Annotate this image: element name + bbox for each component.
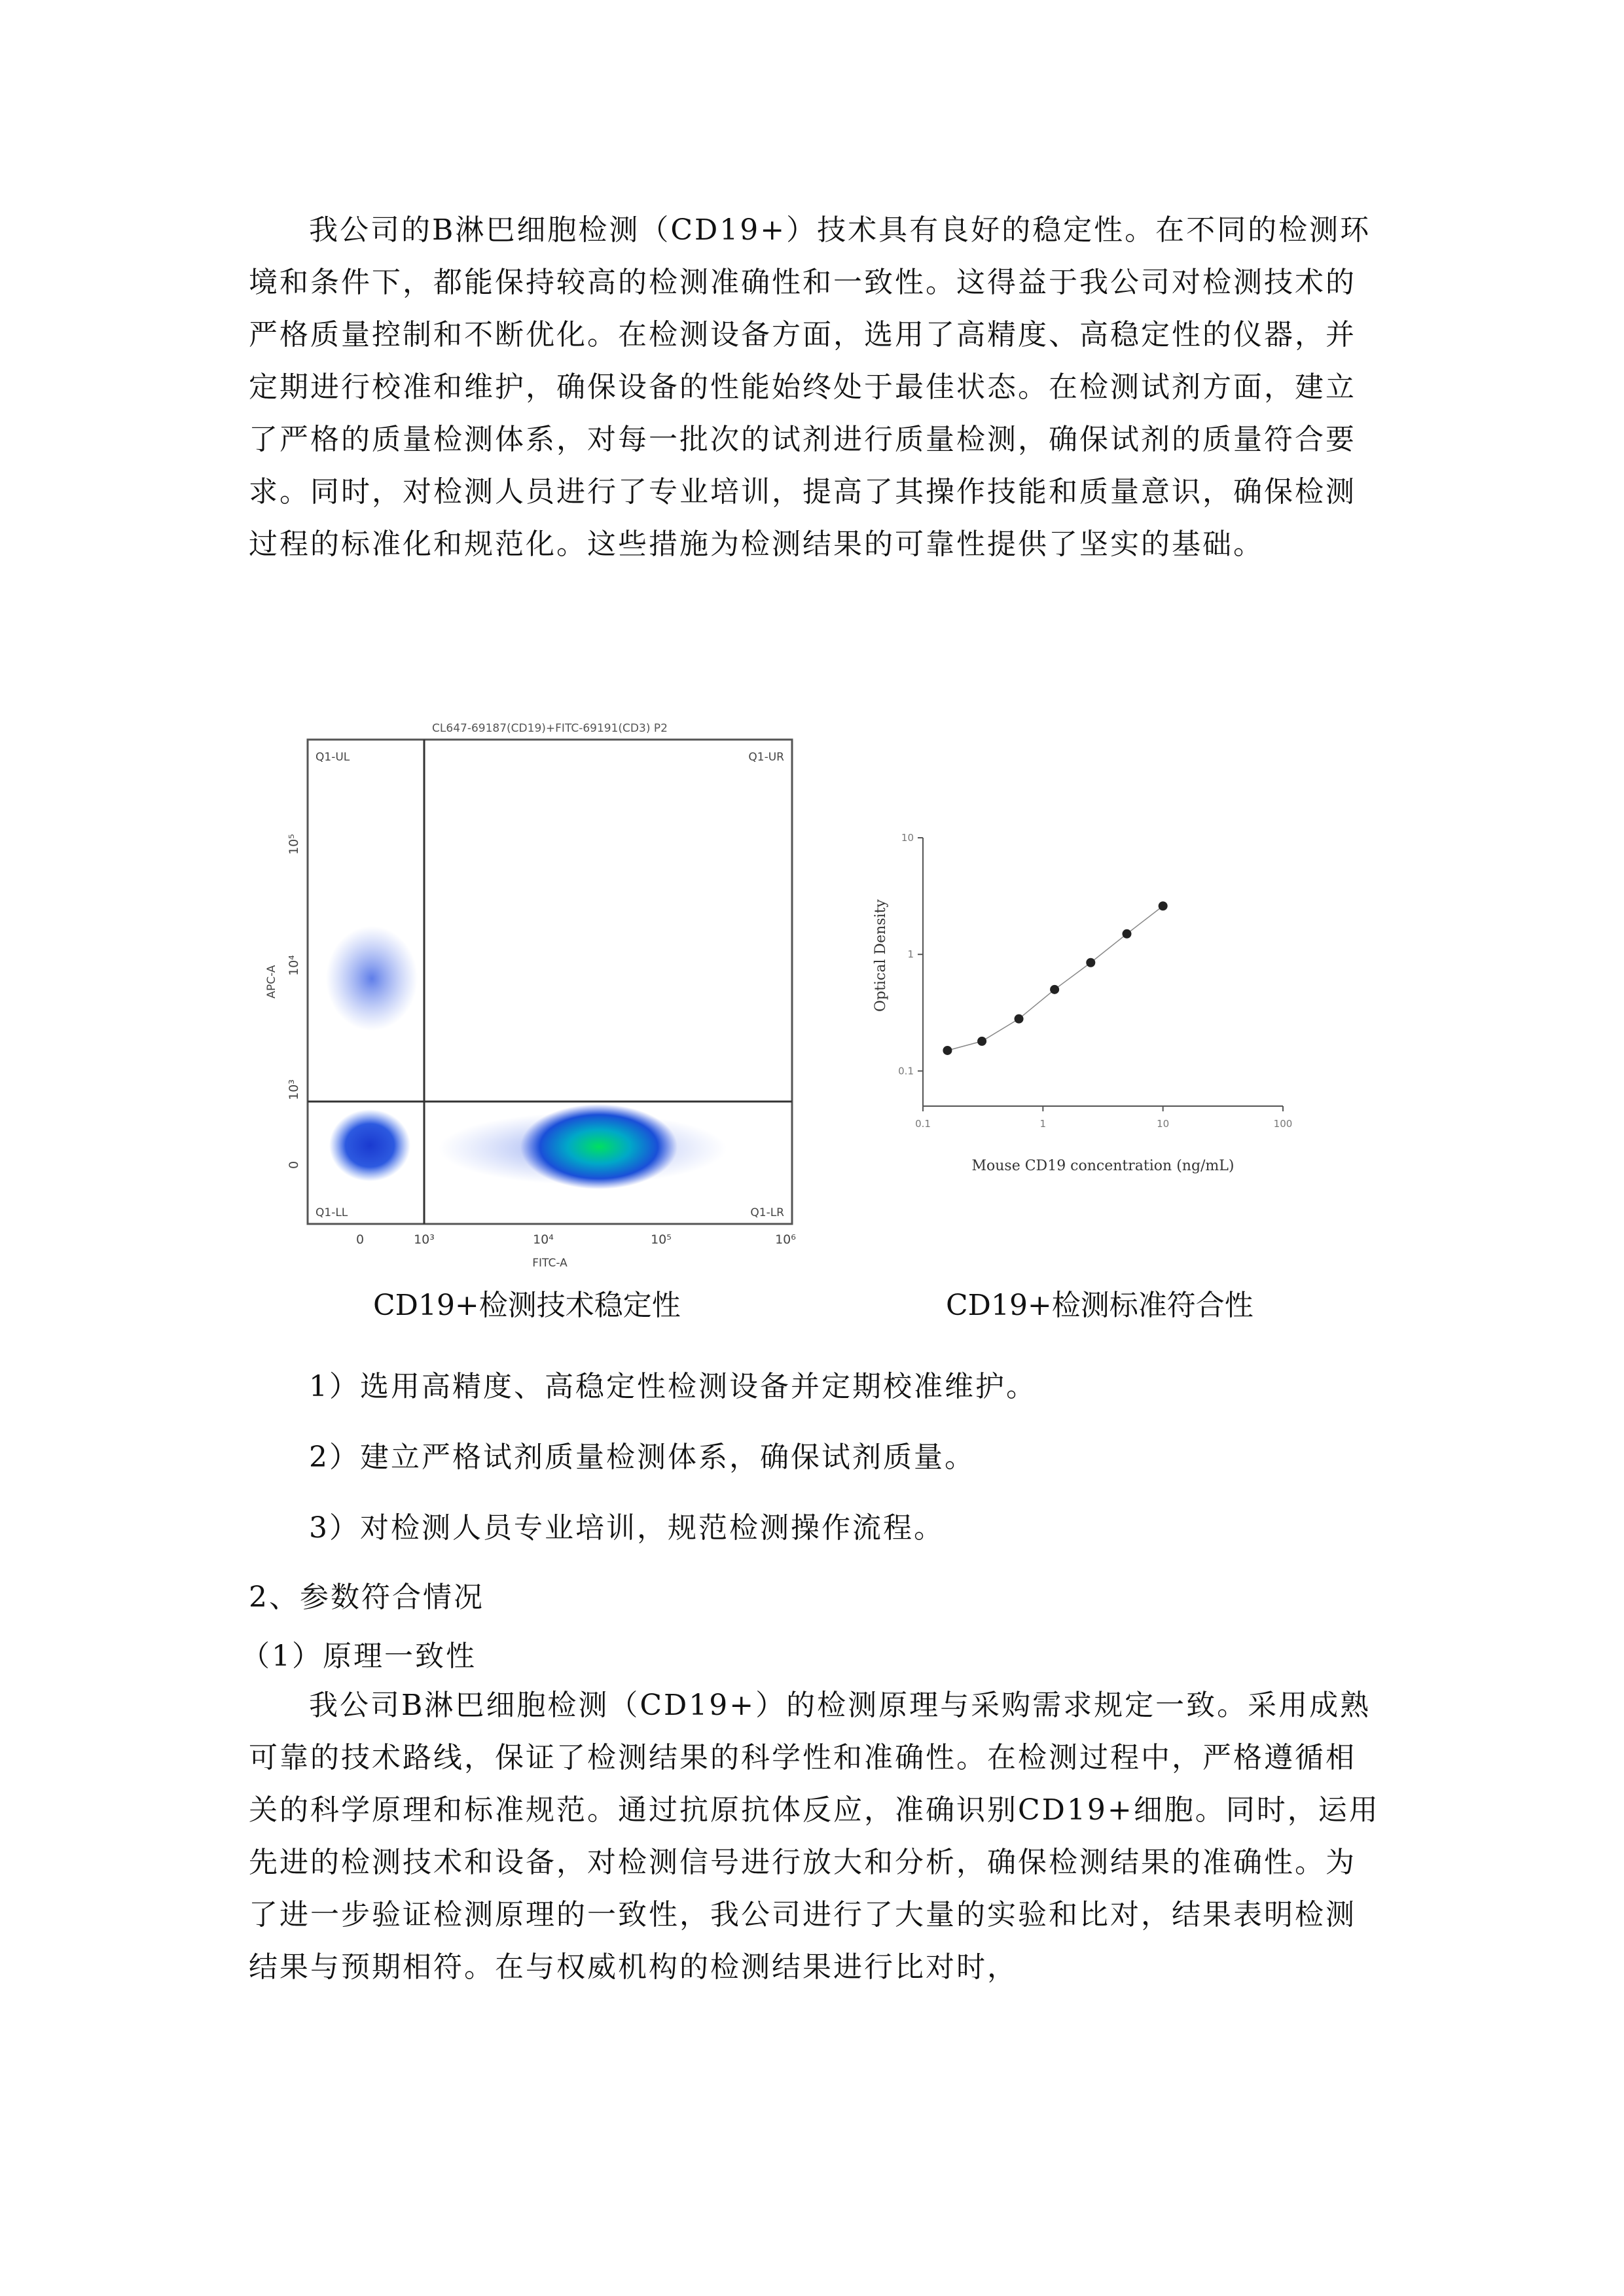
chart-x-tick-label: 1 <box>1039 1118 1047 1130</box>
x-tick: 0 <box>355 1232 365 1247</box>
chart-x-tick-label: 100 <box>1273 1118 1293 1130</box>
chart-y-tick-label: 0.1 <box>898 1065 914 1077</box>
chart-x-axis-label: Mouse CD19 concentration (ng/mL) <box>971 1158 1235 1174</box>
population-ll <box>329 1109 410 1181</box>
chart-y-tick-label: 10 <box>901 832 914 844</box>
section-heading: 2、参数符合情况 <box>249 1581 484 1614</box>
chart-y-tick-label: 1 <box>907 948 914 961</box>
population-lr <box>520 1104 677 1189</box>
chart-series-line <box>947 906 1163 1050</box>
subsection-heading: （1）原理一致性 <box>241 1640 477 1673</box>
x-tick: 10⁶ <box>775 1232 796 1247</box>
quadrant-label-lr: Q1-LR <box>750 1206 784 1219</box>
chart-data-point <box>943 1046 952 1055</box>
intro-paragraph <box>249 204 1381 571</box>
principle-paragraph-text: 我公司B淋巴细胞检测（CD19+）的检测原理与采购需求规定一致。采用成熟可靠的技术路线，保证了检测结果的科学性和准确性。在检测过程中，严格遵循相关的科学原理和标准规范。通过抗原抗体反应，准确识别CD19+细胞。同时，运用先进的检测技术和设备，对检测信号进行放大和分析，确保检测结果的准确性。为了进一步验证检测原理的一致性，我公司进行了大量的实验和比对，结果表明检测结果与预期相符。在与权威机构的检测结果进行比对时， <box>249 1689 1380 1984</box>
quadrant-label-ul: Q1-UL <box>316 751 350 764</box>
y-tick: 10⁴ <box>287 955 301 976</box>
principle-paragraph <box>249 1679 1381 1994</box>
y-axis-label: APC-A <box>265 965 278 999</box>
chart-data-point <box>977 1037 986 1046</box>
x-axis-label: FITC-A <box>532 1257 568 1270</box>
chart-data-point <box>1086 958 1095 967</box>
chart-data-point <box>1159 901 1168 910</box>
chart-data-point <box>1050 985 1059 994</box>
list-item: 1）选用高精度、高稳定性检测设备并定期校准维护。 <box>309 1370 1037 1403</box>
flow-cytometry-plot <box>255 713 812 1283</box>
quadrant-label-ur: Q1-UR <box>748 751 784 764</box>
chart-x-tick-label: 0.1 <box>915 1118 931 1130</box>
x-tick: 10³ <box>414 1232 435 1247</box>
standard-curve-chart <box>857 825 1329 1191</box>
x-tick: 10⁴ <box>533 1232 554 1247</box>
figure-right-caption: CD19+检测标准符合性 <box>946 1289 1254 1322</box>
chart-x-tick-label: 10 <box>1157 1118 1170 1130</box>
chart-data-point <box>1015 1014 1024 1024</box>
quadrant-label-ll: Q1-LL <box>316 1206 348 1219</box>
plot-title: CL647-69187(CD19)+FITC-69191(CD3) P2 <box>432 722 668 735</box>
intro-paragraph-text: 我公司的B淋巴细胞检测（CD19+）技术具有良好的稳定性。在不同的检测环境和条件下，都能保持较高的检测准确性和一致性。这得益于我公司对检测技术的严格质量控制和不断优化。在检测设备方面，选用了高精度、高稳定性的仪器，并定期进行校准和维护，确保设备的性能始终处于最佳状态。在检测试剂方面，建立了严格的质量检测体系，对每一批次的试剂进行质量检测，确保试剂的质量符合要求。同时，对检测人员进行了专业培训，提高了其操作技能和质量意识，确保检测过程的标准化和规范化。这些措施为检测结果的可靠性提供了坚实的基础。 <box>249 213 1371 561</box>
list-item: 3）对检测人员专业培训，规范检测操作流程。 <box>309 1511 945 1545</box>
population-ul <box>326 926 418 1031</box>
y-tick: 10⁵ <box>287 834 301 855</box>
chart-y-axis-label: Optical Density <box>873 899 889 1012</box>
list-item: 2）建立严格试剂质量检测体系，确保试剂质量。 <box>309 1441 975 1474</box>
y-tick: 10³ <box>287 1079 301 1100</box>
y-tick: 0 <box>287 1160 301 1170</box>
x-tick: 10⁵ <box>651 1232 672 1247</box>
chart-data-point <box>1122 929 1131 939</box>
figure-left-caption: CD19+检测技术稳定性 <box>373 1289 681 1322</box>
